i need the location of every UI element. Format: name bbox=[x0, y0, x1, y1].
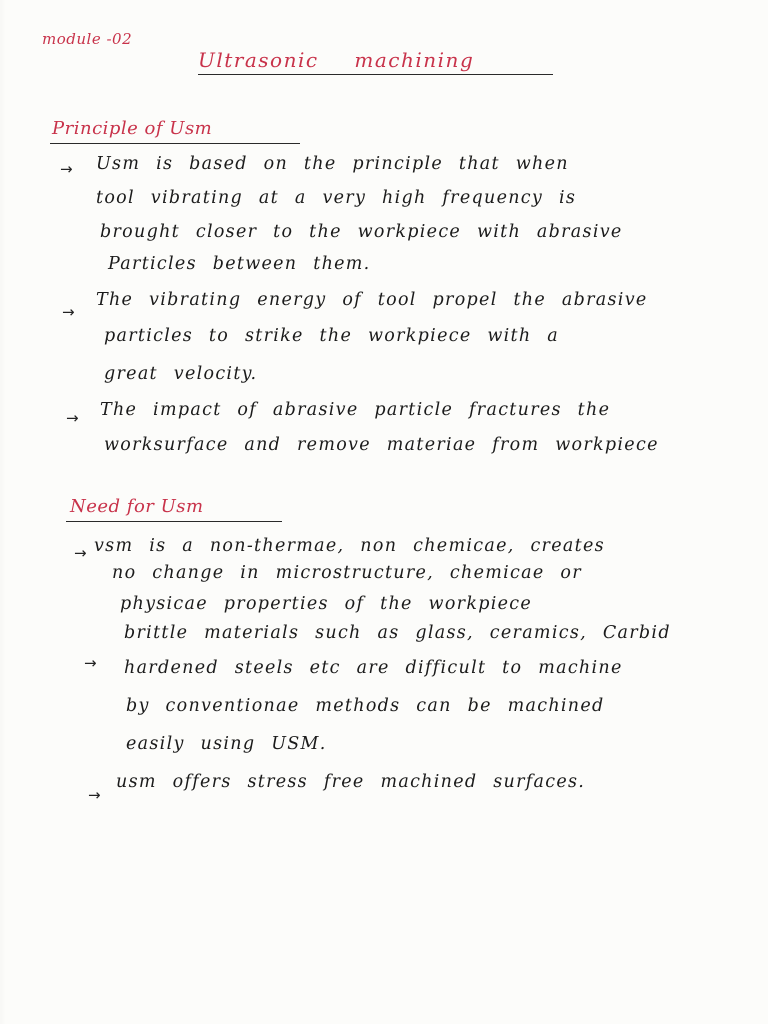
text-line: The impact of abrasive particle fractures the bbox=[100, 400, 611, 420]
text-line: worksurface and remove materiae from workpiece bbox=[104, 435, 659, 455]
text-line: particles to strike the workpiece with a bbox=[104, 326, 560, 346]
section-heading-need: Need for Usm bbox=[70, 496, 204, 517]
text-line: hardened steels etc are difficult to machine bbox=[124, 658, 623, 678]
bullet-arrow-icon: → bbox=[84, 654, 97, 672]
text-line: brought closer to the workpiece with abrasive bbox=[100, 222, 623, 242]
section-heading-principle: Principle of Usm bbox=[52, 118, 213, 139]
bullet-arrow-icon: → bbox=[60, 160, 73, 178]
text-line: vsm is a non-thermae, non chemicae, creates bbox=[94, 536, 605, 556]
module-label: module -02 bbox=[42, 30, 133, 48]
text-line: no change in microstructure, chemicae or bbox=[112, 563, 582, 583]
bullet-arrow-icon: → bbox=[62, 303, 75, 321]
text-line: great velocity. bbox=[104, 364, 258, 384]
heading-underline bbox=[50, 143, 300, 144]
bullet-arrow-icon: → bbox=[88, 786, 101, 804]
text-line: Usm is based on the principle that when bbox=[96, 154, 569, 174]
text-line: physicae properties of the workpiece bbox=[120, 594, 533, 614]
text-line: usm offers stress free machined surfaces. bbox=[116, 772, 586, 792]
title-underline bbox=[198, 74, 553, 75]
text-line: The vibrating energy of tool propel the abrasive bbox=[96, 290, 648, 310]
bullet-arrow-icon: → bbox=[66, 409, 79, 427]
text-line: tool vibrating at a very high frequency is bbox=[96, 188, 577, 208]
bullet-arrow-icon: → bbox=[74, 544, 87, 562]
text-line: by conventionae methods can be machined bbox=[126, 696, 605, 716]
heading-underline bbox=[66, 521, 282, 522]
text-line: brittle materials such as glass, ceramics, Carbid bbox=[124, 623, 671, 643]
page-title: Ultrasonic machining bbox=[198, 48, 475, 72]
text-line: easily using USM. bbox=[126, 734, 327, 754]
text-line: Particles between them. bbox=[108, 254, 371, 274]
